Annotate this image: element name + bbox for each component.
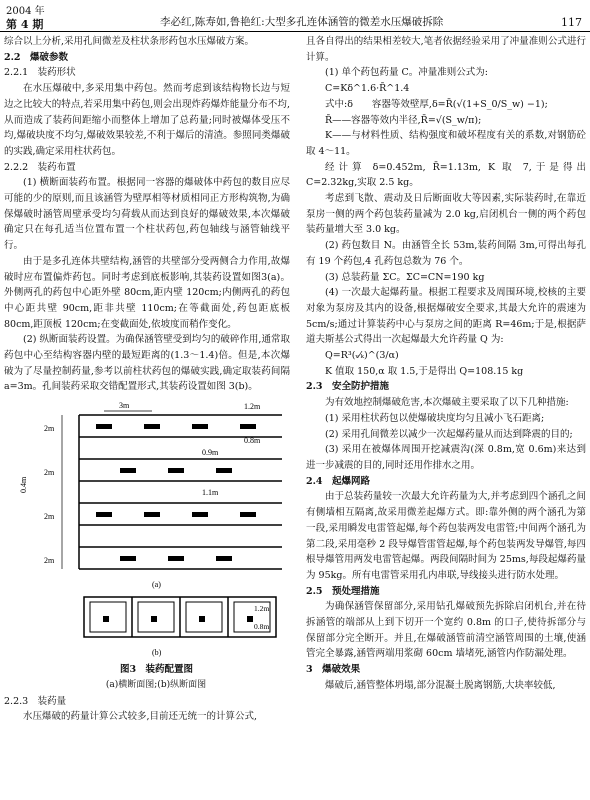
section-heading: 2.5 预处理措施 (306, 585, 380, 597)
section-heading: 2.3 安全防护措施 (306, 381, 390, 393)
header-rule (0, 31, 590, 32)
figure-3 (4, 397, 290, 662)
subsection-heading: 2.2.2 装药布置 (4, 161, 76, 173)
charge-layout-diagram (4, 397, 290, 662)
paragraph: (2) 采用孔间微差以减少一次起爆药量从而达到降震的目的; (325, 428, 573, 440)
paragraph: (3) 总装药量 ΣC。ΣC=CN=190 kg (325, 271, 485, 283)
subsection-heading: 2.2.3 装药量 (4, 695, 67, 707)
dim-0-9m: 0.9m (202, 448, 219, 458)
paragraph: (1) 单个药包药量 C。冲量准则公式为: (325, 67, 488, 79)
dim-2m-2: 2m (44, 468, 55, 478)
dim-2m-4: 2m (44, 556, 55, 566)
header-title: 李必红,陈寿如,鲁艳红:大型多孔连体涵管的微差水压爆破拆除 (160, 16, 444, 28)
paragraph: 由于总装药量较一次最大允许药量为大,并考虑到四个涵孔之间有侧墙相互隔离,故采用微差起爆方式。即:靠外侧的两个涵孔为第一段,采用瞬发电雷管起爆,每个药包装两发电雷管;中间两个涵孔为第二段,采用毫秒 2 段导爆管雷管起爆,每个药包装两发导爆管,每四根导爆管用两发电雷管起爆。两段间隔时间为 25ms,每段起爆药量为 95kg。所有电雷管采用孔内串联,导线接头进行防水处理。 (306, 491, 586, 581)
header-issue: 第 4 期 (6, 18, 44, 31)
dim-1-1m: 1.1m (202, 488, 219, 498)
dim-3m: 3m (119, 401, 130, 411)
figure-caption: 图3 装药配置图 (119, 664, 194, 676)
formula-wall-thickness: 式中:δ 容器等效壁厚,δ=R̄(√(1+S_0/S_w) −1); (325, 98, 548, 110)
dim-2m-1: 2m (44, 424, 55, 434)
dim-1-2m-b: 1.2m (254, 604, 270, 614)
section-heading: 2.4 起爆网路 (306, 475, 371, 487)
formula-max-charge: Q=R³(ᵥ⁄ₖ)^(3/α) (325, 350, 399, 362)
paragraph: K——与材料性质、结构强度和破坏程度有关的系数,对钢筋砼取 4～11。 (306, 130, 586, 157)
paragraph: (2) 药包数目 N。由涵管全长 53m,装药间隔 3m,可得出每孔有 19 个药包,4 孔药包总数为 76 个。 (306, 240, 586, 267)
dim-0-8m: 0.8m (244, 436, 261, 446)
label-a: (a) (152, 580, 161, 590)
left-column (4, 34, 290, 725)
dim-0-8m-b: 0.8m (254, 622, 270, 632)
right-column (306, 34, 586, 694)
subsection-heading: 2.2.1 装药形状 (4, 67, 76, 79)
formula-charge: C=Kδ^1.6·R̄^1.4 (325, 83, 410, 95)
paragraph: 考虑到飞散、震动及日后断面收大等因素,实际装药时,在靠近泵房一侧的两个药包装药量减为 2.0 kg,启闭机台一侧的两个药包装药量增大至 3.0 kg。 (306, 193, 586, 236)
dim-1-2m: 1.2m (244, 402, 261, 412)
paragraph: 且各自得出的结果相差较大,笔者依据经验采用了冲量准则公式进行计算。 (306, 36, 586, 63)
paragraph: (1) 横断面装药布置。根据同一容器的爆破体中药包的数目应尽可能的少的原则,而且该涵管为壁厚相等材质相同正方形构筑物,为确保爆破时涵管周壁承受均匀荷载从而达到良好的爆破效果,本次爆破确定只在每孔适当位置布置一个柱状药包,药包轴线与涵管轴线平行。 (4, 177, 290, 252)
paragraph: K 值取 150,α 取 1.5,于是得出 Q=108.15 kg (325, 365, 524, 377)
header-page-number: 117 (561, 16, 582, 29)
section-heading: 3 爆破效果 (306, 664, 361, 676)
dim-0-4m: 0.4m (19, 476, 28, 494)
section-heading: 2.2 爆破参数 (4, 51, 69, 63)
paragraph: 在水压爆破中,多采用集中药包。然而考虑到该结构物长边与短边之比较大的特点,若采用集中药包,则会出现炸药爆炸能量分布不均,从而造成了装药间距缩小而整体上增加了总药量;同时被爆体受压不均,爆破块度不均匀,爆破效果较差,不利于爆后的清渣。参照同类爆破的实践,确定采用柱状药包。 (4, 83, 290, 157)
label-b: (b) (152, 648, 162, 658)
paragraph: 为确保涵管保留部分,采用钻孔爆破预先拆除启闭机台,并在待拆涵管的端部从上到下切开一个宽约 0.8m 的口子,使待拆部分与保留部分完全断开。并且,在爆破涵管前清空涵管周围的土壤,使涵管完全暴露,涵管两端用浆砌 60cm 墙堵死,涵管内作防漏处理。 (306, 601, 586, 660)
paragraph: 爆破后,涵管整体坍塌,部分混凝土脱离钢筋,大块率较低, (325, 679, 556, 691)
paragraph: 水压爆破的药量计算公式较多,目前还无统一的计算公式, (23, 711, 258, 723)
paragraph: (1) 采用柱状药包以使爆破块度均匀且减小飞石距离; (325, 412, 545, 424)
paragraph: 由于是多孔连体共壁结构,涵管的共壁部分受两侧合力作用,故爆破时应布置偏炸药包。同时考虑到底板影响,其装药设置如图3(a)。外侧两孔的药包中心距外壁 80cm,距内壁 120cm;内侧两孔的药包中心距共壁 90cm,距非共壁 110cm;在等截面处,药包距底板 80cm,距顶板 120cm;在变截面处,依坡度而稍作变化。 (4, 255, 290, 330)
dim-2m-3: 2m (44, 512, 55, 522)
paragraph: (2) 纵断面装药设置。为确保涵管壁受到均匀的破碎作用,通常取药包中心至结构容器内壁的最短距离的(1.3～1.4)倍。但是,本次爆破为了尽量控制药量,参考以前柱状药包的爆破实践,确定取装药间隔 a=3m。孔间装药采取交错配置形式,其装药设置如图 3(b)。 (4, 334, 290, 393)
formula-radius: R̄——容器等效内半径,R̄=√(S_w/π); (325, 114, 482, 126)
header-year: 2004 年 (6, 6, 45, 17)
figure-subcaption: (a)横断面图;(b)纵断面图 (105, 679, 207, 690)
paragraph: (3) 采用在被爆体周围开挖减震沟(深 0.8m,宽 0.6m)来达到进一步减震的目的,同时还用作排水之用。 (306, 444, 586, 471)
paragraph: 为有效地控制爆破危害,本次爆破主要采取了以下几种措施: (325, 397, 569, 409)
paragraph: 综合以上分析,采用孔间微差及柱状条形药包水压爆破方案。 (4, 36, 255, 47)
paragraph: 经计算 δ=0.452m, R̄=1.13m, K 取 7,于是得出 C=2.32kg,实取 2.5 kg。 (306, 161, 586, 189)
paragraph: (4) 一次最大起爆药量。根据工程要求及周围环境,校核的主要对象为泵房及其内的设备,根据爆破安全要求,其最大允许的震速为 5cm/s;通过计算装药中心与泵房之间的距离 R=46m;于是,根据萨道夫斯基公式得出一次起爆最大允许药量 Q 为: (306, 287, 586, 346)
